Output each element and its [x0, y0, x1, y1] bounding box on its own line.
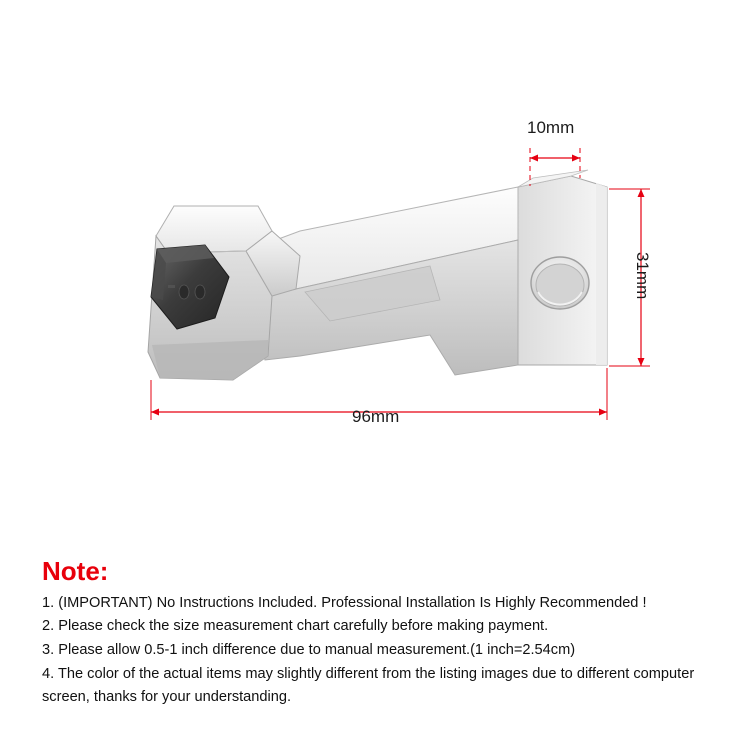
note-block	[42, 557, 722, 710]
note-line-3: 3. Please allow 0.5-1 inch difference due to manual measurement.(1 inch=2.54cm)	[42, 641, 576, 658]
note-title: Note:	[42, 556, 109, 586]
mounting-hole	[531, 257, 589, 309]
dimension-label-height: 31mm	[633, 252, 652, 300]
dimension-label-length: 96mm	[352, 407, 400, 426]
dimension-label-width: 10mm	[527, 118, 575, 137]
note-line-1: 1. (IMPORTANT) No Instructions Included. Professional Installation Is Highly Recommended !	[42, 594, 647, 611]
note-line-2: 2. Please check the size measurement chart carefully before making payment.	[42, 618, 549, 635]
note-line-4: 4. The color of the actual items may slightly different from the listing images due to different computer screen, thanks for your understanding.	[42, 665, 695, 706]
